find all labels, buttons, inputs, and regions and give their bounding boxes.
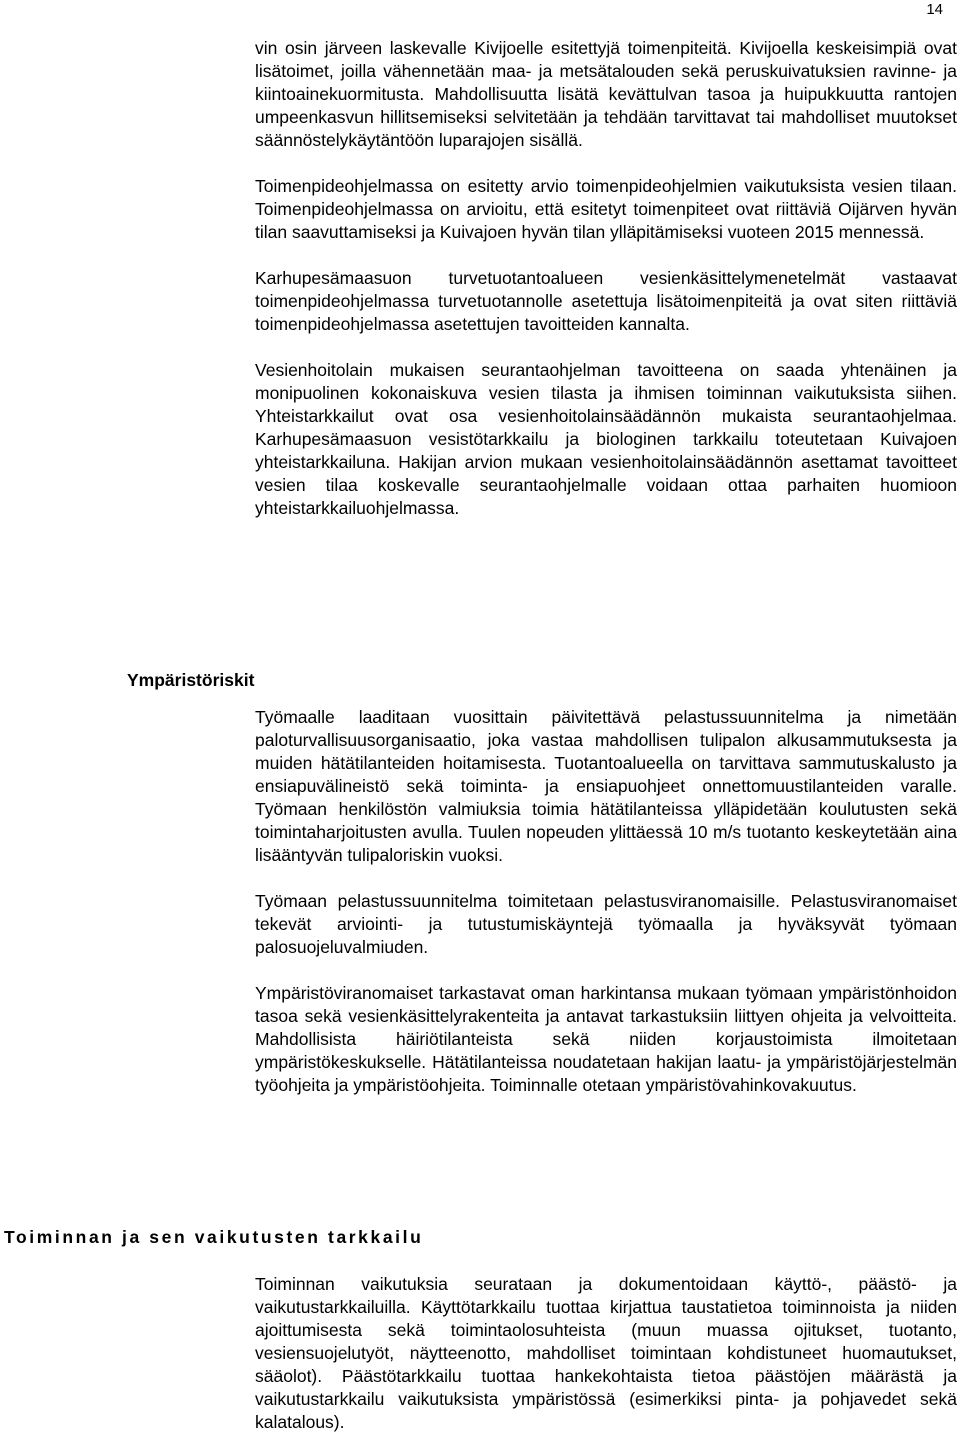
risks-text-block <box>255 706 957 1097</box>
paragraph: Karhupesämaasuon turvetuotantoalueen vesienkäsittelymenetelmät vastaavat toimenpideohjelmassa turvetuotannolle asetettuja lisätoimenpiteitä ja ovat siten riittäviä toimenpideohjelmassa asetettujen tavoitteiden kannalta. <box>255 268 957 334</box>
paragraph: Ympäristöviranomaiset tarkastavat oman harkintansa mukaan työmaan ympäristönhoidon tasoa sekä vesienkäsittelyrakenteita ja antavat tarkastuksiin liittyen ohjeita ja velvoitteita. Mahdollisista häiriötilanteista sekä niiden korjaustoimista ilmoitetaan ympäristökeskukselle. Hätätilanteissa noudatetaan hakijan laatu- ja ympäristöjärjestelmän työohjeita ja ympäristöohjeita. Toiminnalle otetaan ympäristövahinkovakuutus. <box>255 983 957 1095</box>
paragraph: Toimenpideohjelmassa on esitetty arvio toimenpideohjelmien vaikutuksista vesien tilaan. Toimenpideohjelmassa on arvioitu, että esitetyt toimenpiteet ovat riittäviä Oijärven hyvän tilan saavuttamiseksi ja Kuivajoen hyvän tilan ylläpitämiseksi vuoteen 2015 mennessä. <box>255 176 957 242</box>
intro-text-block <box>255 37 957 520</box>
paragraph: Työmaalle laaditaan vuosittain päivitettävä pelastussuunnitelma ja nimetään paloturvallisuusorganisaatio, joka vastaa mahdollisen tulipalon alkusammutuksesta ja muiden hätätilanteiden hoitamisesta. Tuotantoalueella on tarvittava sammutuskalusto ja ensiapuvälineistö sekä toiminta- ja ensiapuohjeet onnettomuustilanteiden varalle. Työmaan henkilöstön valmiuksia toimia hätätilanteissa ylläpidetään koulutusten sekä toimintaharjoitusten avulla. Tuulen nopeuden ylittäessä 10 m/s tuotanto keskeytetään aina lisääntyvän tulipaloriskin vuoksi. <box>255 707 957 865</box>
paragraph: Toiminnan vaikutuksia seurataan ja dokumentoidaan käyttö-, päästö- ja vaikutustarkkailuilla. Käyttötarkkailu tuottaa kirjattua taustatietoa toiminnoista ja niiden ajoittumisesta sekä toimintaolosuhteista (muun muassa ojitukset, tuotanto, vesiensuojelutyöt, näytteenotto, mahdolliset toimintaan kohdistuneet huomautukset, sääolot). Päästötarkkailu tuottaa hankekohtaista tietoa päästöjen määrästä ja vaikutustarkkailu vaikutuksista ympäristössä (esimerkiksi pinta- ja pohjavedet sekä kalatalous). <box>255 1274 957 1432</box>
side-heading-environmental-risks: Ympäristöriskit <box>127 670 255 690</box>
paragraph: Vesienhoitolain mukaisen seurantaohjelman tavoitteena on saada yhtenäinen ja monipuolinen kokonaiskuva vesien tilasta ja ihmisen toiminnan vaikutuksista siihen. Yhteistarkkailut ovat osa vesienhoitolainsäädännön mukaista seurantaohjelmaa. Karhupesämaasuon vesistötarkkailu ja biologinen tarkkailu toteutetaan Kuivajoen yhteistarkkailuna. Hakijan arvion mukaan vesienhoitolainsäädännön asettamat tavoitteet vesien tilaa koskevalle seurantaohjelmalle voidaan ottaa parhaiten huomioon yhteistarkkailuohjelmassa. <box>255 360 957 518</box>
paragraph: Työmaan pelastussuunnitelma toimitetaan pelastusviranomaisille. Pelastusviranomaiset tekevät arviointi- ja tutustumiskäyntejä työmaalla ja hyväksyvät työmaan palosuojeluvalmiuden. <box>255 891 957 957</box>
paragraph: vin osin järveen laskevalle Kivijoelle esitettyjä toimenpiteitä. Kivijoella keskeisimpiä ovat lisätoimet, joilla vähennetään maa- ja metsätalouden sekä peruskuivatuksien ravinne- ja kiintoainekuormitusta. Mahdollisuutta lisätä kevättulvan tasoa ja huipukkuutta rantojen umpeenkasvun hillitsemiseksi selvitetään ja tehdään tarvittavat tai mahdolliset muutokset säännöstelykäytäntöön luparajojen sisällä. <box>255 38 957 150</box>
section-heading-monitoring: Toiminnan ja sen vaikutusten tarkkailu <box>4 1227 424 1247</box>
page-number: 14 <box>926 1 943 18</box>
monitoring-text-block <box>255 1273 957 1434</box>
